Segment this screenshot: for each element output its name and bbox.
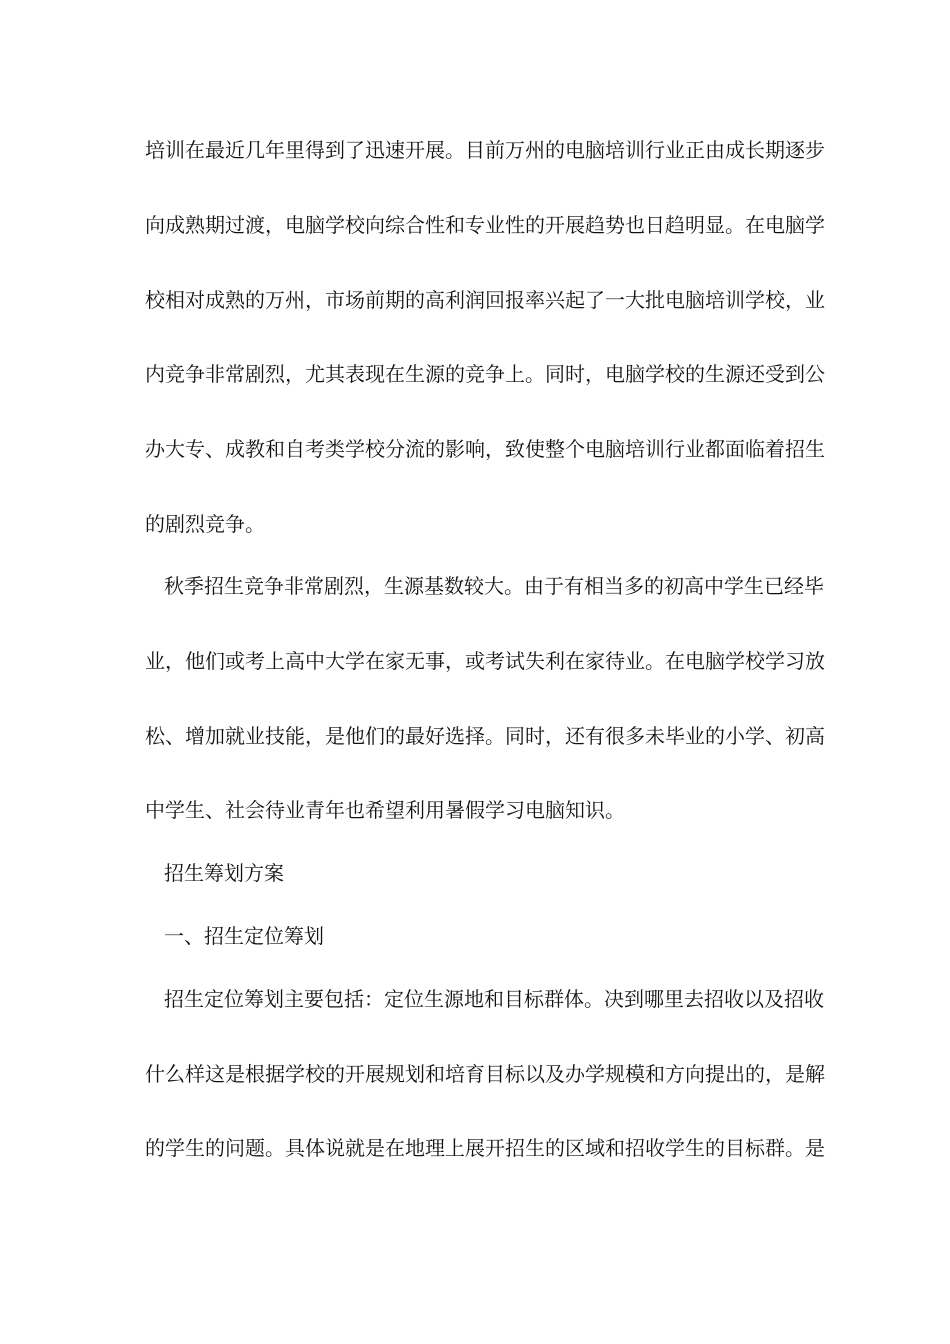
paragraph-line: 业，他们或考上高中大学在家无事，或考试失利在家待业。在电脑学校学习放	[145, 649, 825, 673]
paragraph-line: 秋季招生竞争非常剧烈，生源基数较大。由于有相当多的初高中学生已经毕	[164, 574, 824, 598]
paragraph-line: 的剧烈竞争。	[145, 512, 265, 536]
paragraph-line: 松、增加就业技能，是他们的最好选择。同时，还有很多未毕业的小学、初高	[145, 724, 825, 748]
paragraph-line: 校相对成熟的万州，市场前期的高利润回报率兴起了一大批电脑培训学校，业	[145, 288, 825, 312]
section-heading: 招生筹划方案	[164, 861, 284, 885]
paragraph-line: 办大专、成教和自考类学校分流的影响，致使整个电脑培训行业都面临着招生	[145, 437, 825, 461]
paragraph-line: 内竞争非常剧烈，尤其表现在生源的竞争上。同时，电脑学校的生源还受到公	[145, 362, 825, 386]
subsection-heading: 一、招生定位筹划	[164, 924, 324, 948]
paragraph-line: 的学生的问题。具体说就是在地理上展开招生的区域和招收学生的目标群。是	[145, 1136, 825, 1160]
paragraph-line: 向成熟期过渡，电脑学校向综合性和专业性的开展趋势也日趋明显。在电脑学	[145, 213, 825, 237]
paragraph-line: 中学生、社会待业青年也希望利用暑假学习电脑知识。	[145, 798, 625, 822]
paragraph-line: 什么样这是根据学校的开展规划和培育目标以及办学规模和方向提出的，是解	[145, 1062, 825, 1086]
paragraph-line: 培训在最近几年里得到了迅速开展。目前万州的电脑培训行业正由成长期逐步	[145, 138, 825, 162]
paragraph-line: 招生定位筹划主要包括：定位生源地和目标群体。决到哪里去招收以及招收	[164, 987, 824, 1011]
